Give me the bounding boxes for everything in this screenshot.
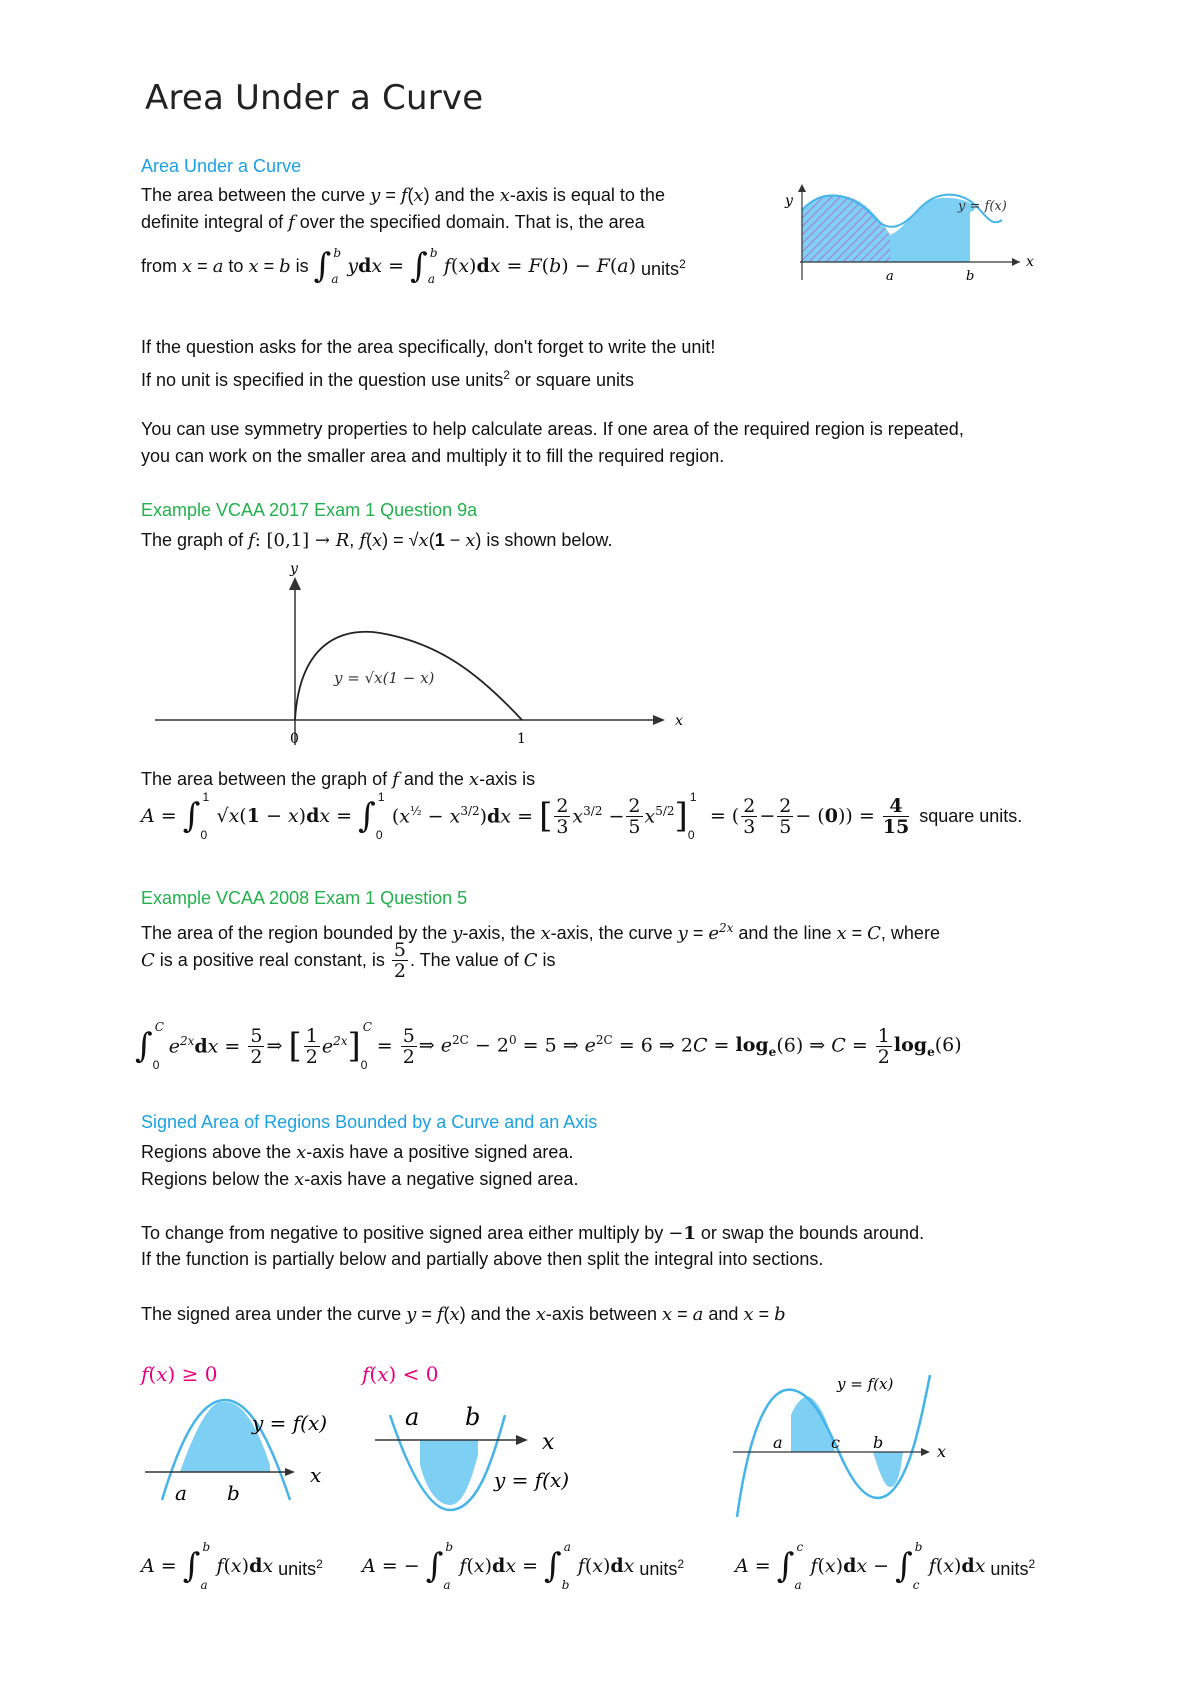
example1-curve-label: y = √x(1 − x)	[334, 669, 435, 687]
example2-line1: The area of the region bounded by the y-axis, the x-axis, the curve $y = e^{2x}$ and the line x = C, where	[141, 921, 940, 944]
example1-statement: The graph of f: [0,1] → R, f(x) = √x(1 − x) is shown below.	[141, 530, 613, 551]
case2-b-label: b	[465, 1403, 481, 1431]
case1-x-label: x	[310, 1463, 322, 1487]
example1-heading: Example VCAA 2017 Exam 1 Question 9a	[141, 500, 478, 520]
case3-c-label: c	[831, 1433, 840, 1452]
section1-text-line1: The area between the curve y = f(x) and the x-axis is equal to the	[141, 185, 665, 206]
section-heading-area: Area Under a Curve	[141, 156, 302, 176]
example1-y-label: y	[290, 561, 298, 577]
example1-tick-1: 1	[517, 731, 526, 747]
case3-formula: A = ∫ c a f(x)dx − ∫ b c f(x)dx units$^2$	[735, 1540, 1036, 1592]
case1-curve-label: y = f(x)	[252, 1411, 328, 1435]
graph1-a-label: a	[886, 269, 894, 284]
case3-b-label: b	[873, 1433, 884, 1452]
signed-area-line3: To change from negative to positive signed area either multiply by −1 or swap the bounds around.	[141, 1223, 925, 1244]
example1-x-label: x	[675, 713, 683, 729]
case2-graph	[370, 1385, 610, 1515]
case1-a-label: a	[175, 1481, 187, 1505]
example2-working: ∫ C 0 $e^{2x}dx$ = $\frac{5}{2}$ ⇒ [ $\frac{1}{2}$ $e^{2x}$ ] C 0 = $\frac{5}{2}$ ⇒ $e^{2C} - 2^0 = 5$ ⇒ $e^{2C} = 6$ ⇒ $2C = \log_e(6)$ ⇒ C = $\frac{1}{2}$ $\log_e(6)$	[135, 1020, 962, 1072]
section-heading-signed-area: Signed Area of Regions Bounded by a Curve and an Axis	[141, 1112, 598, 1132]
unit-note-2: If no unit is specified in the question use units$^2$ or square units	[141, 368, 634, 390]
graph1-x-label: x	[1026, 254, 1034, 270]
section1-formula: from x = a to x = b is ∫ b a ydx = ∫ b a f(x)dx = F(b) − F(a) units$^2$	[141, 246, 686, 286]
case3-curve-label: y = f(x)	[837, 1375, 894, 1393]
case3-x-label: x	[937, 1442, 947, 1461]
graph1-curve-label: y = f(x)	[958, 199, 1007, 214]
symmetry-note-1: You can use symmetry properties to help calculate areas. If one area of the required region is repeated,	[141, 419, 964, 439]
case1-graph	[140, 1390, 360, 1520]
example1-graph	[150, 555, 700, 755]
case1-b-label: b	[227, 1481, 240, 1505]
case2-curve-label: y = f(x)	[494, 1468, 570, 1492]
unit-note-1: If the question asks for the area specifically, don't forget to write the unit!	[141, 337, 716, 357]
case2-formula: A = − ∫ b a f(x)dx = ∫ a b f(x)dx units$^2$	[362, 1540, 685, 1592]
example2-line2: C is a positive real constant, is $\frac{5}{2}$ . The value of C is	[141, 939, 556, 982]
example1-tick-0: 0	[290, 731, 299, 747]
area-under-curve-graph	[780, 180, 1040, 290]
graph1-b-label: b	[966, 269, 975, 284]
case1-condition: f(x) ≥ 0	[141, 1362, 218, 1386]
example1-result-denominator: 15	[882, 815, 910, 838]
case2-x-label: x	[542, 1430, 555, 1455]
example1-text: The area between the graph of f and the x-axis is	[141, 769, 536, 790]
page-title: Area Under a Curve	[145, 78, 484, 118]
signed-area-line5: The signed area under the curve y = f(x) and the x-axis between x = a and x = b	[141, 1304, 786, 1325]
section1-text-line2: definite integral of f over the specified domain. That is, the area	[141, 212, 645, 233]
signed-area-line2: Regions below the x-axis have a negative signed area.	[141, 1169, 579, 1190]
signed-area-line1: Regions above the x-axis have a positive signed area.	[141, 1142, 574, 1163]
signed-area-line4: If the function is partially below and partially above then split the integral into sections.	[141, 1249, 824, 1269]
case3-graph	[725, 1365, 965, 1525]
example1-units: square units.	[919, 806, 1023, 826]
example1-result-numerator: 4	[883, 796, 909, 817]
case1-formula: A = ∫ b a f(x)dx units$^2$	[141, 1540, 323, 1592]
case2-a-label: a	[405, 1403, 420, 1431]
case2-condition: f(x) < 0	[362, 1362, 439, 1386]
example2-heading: Example VCAA 2008 Exam 1 Question 5	[141, 888, 468, 908]
example1-working: A = ∫ 1 0 √x(1 − x)dx = ∫ 1 0 $(x^{\frac{1}{2}} - x^{3/2})dx$ = [ $\frac{2}{3}$ $x^{3/2}$ − $\frac{2}{5}$ $x^{5/2}$ ] 1 0 = ( $\frac{2}{3}$ − $\frac{2}{5}$ − (0)) = $\frac{4}{15}$ square units.	[141, 790, 1023, 842]
graph1-y-label: y	[785, 193, 793, 209]
case3-a-label: a	[773, 1433, 783, 1452]
symmetry-note-2: you can work on the smaller area and multiply it to fill the required region.	[141, 446, 725, 466]
